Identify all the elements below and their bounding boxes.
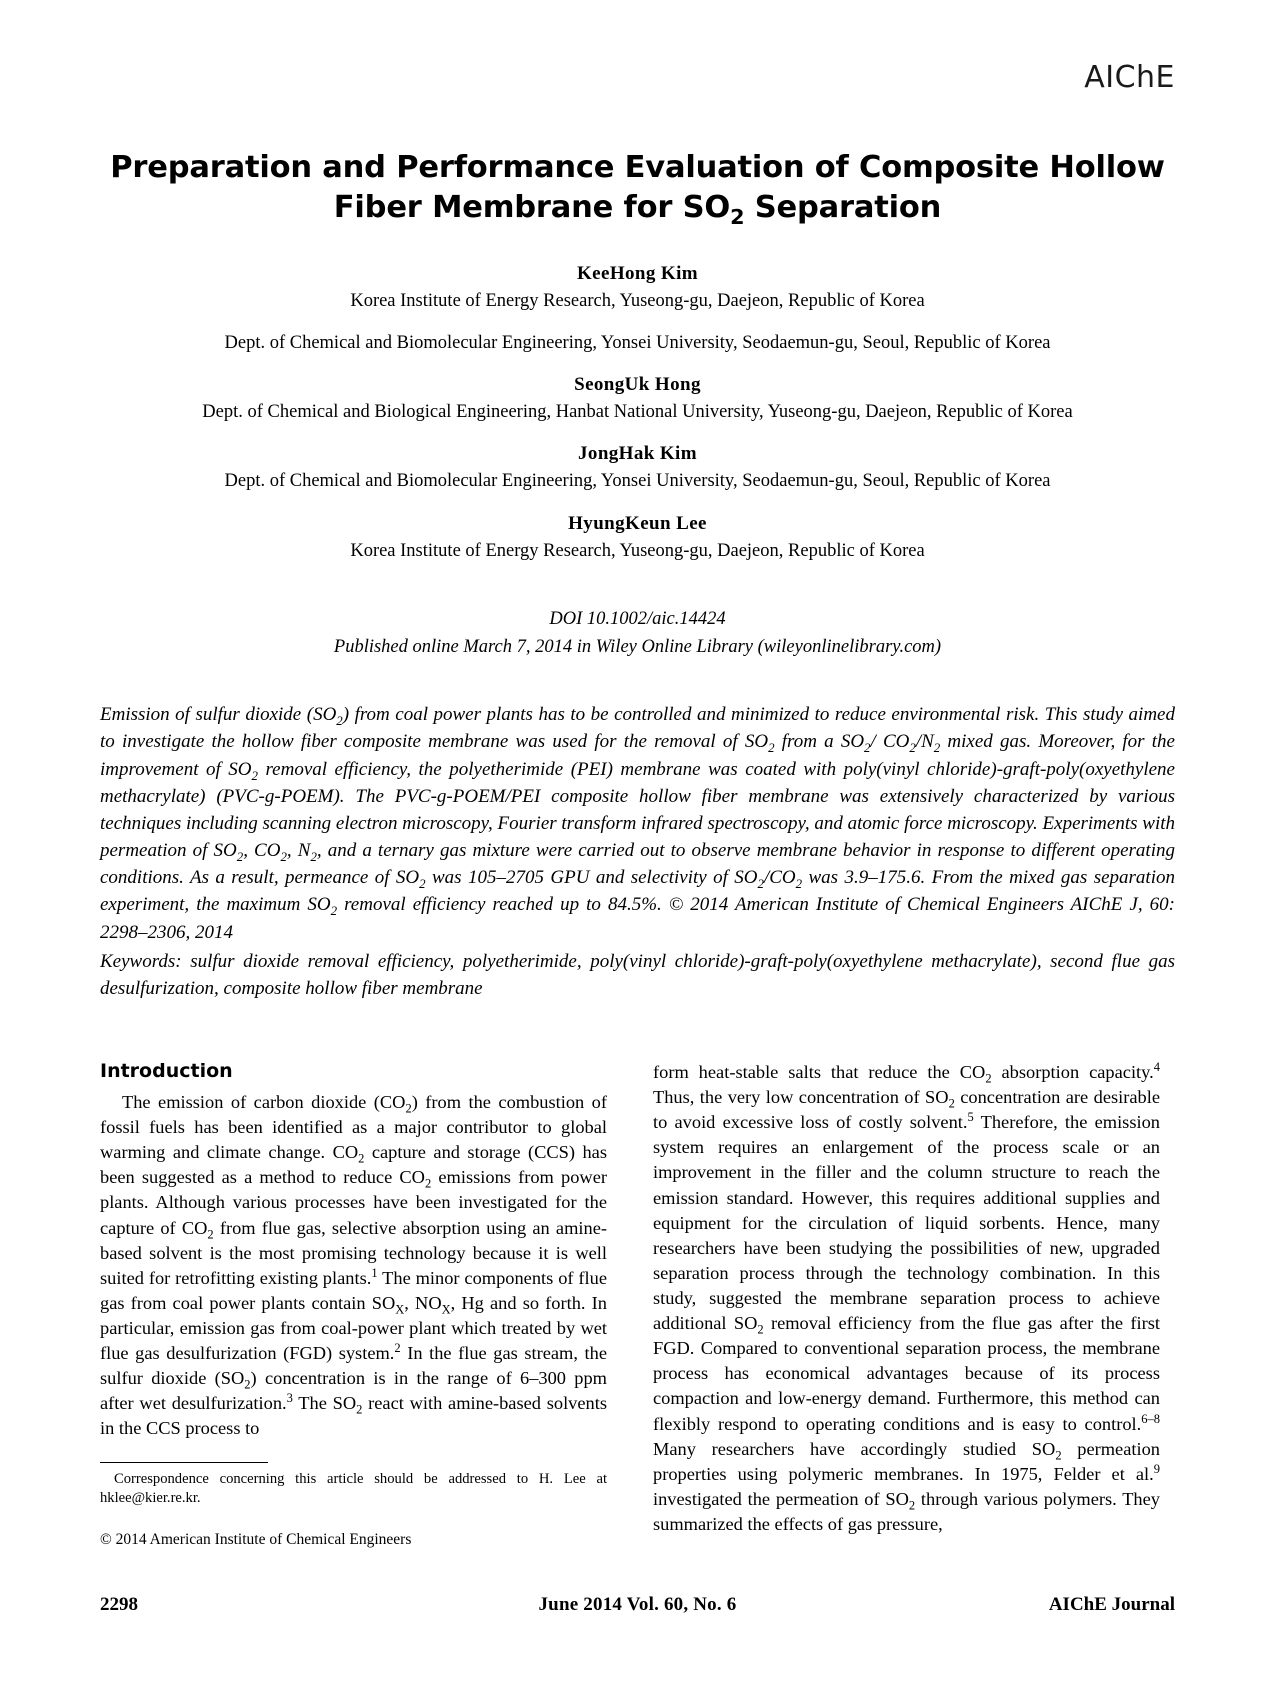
footer-journal-name: AIChE Journal — [1048, 1594, 1175, 1615]
right-column-paragraph: form heat-stable salts that reduce the $CO_2$ absorption capacity.$^4$ Thus, the very low concentration of $SO_2$ concentration are desirable to avoid excessive loss of costly solvent.$^5$ Therefore, the emission system requires an enlargement of the process scale or an improvement in the filler and the column structure to reach the emission standard. However, this requires additional supplies and equipment for the circulation of liquid sorbents. Hence, many researchers have been studying the possibilities of new, upgraded separation process through the technology combination. In this study, suggested the membrane separation process to achieve additional $SO_2$ removal efficiency from the flue gas after the first FGD. Compared to conventional separation process, the membrane process has economical advantages because of its process compaction and low-energy demand. Furthermore, this method can flexibly respond to operating conditions and is easy to control.$^{6-8}$ Many researchers have accordingly studied $SO_2$ permeation properties using polymeric membranes. In 1975, Felder et al.$^9$ investigated the permeation of $SO_2$ through various polymers. They summarized the effects of gas pressure, — [653, 1059, 1161, 1535]
abstract — [100, 701, 1175, 945]
published-online-text: Published online March 7, 2014 in Wiley Online Library (wileyonlinelibrary.com) — [333, 636, 942, 657]
section-heading-introduction: Introduction — [100, 1060, 233, 1083]
title-subscript: 2 — [730, 205, 745, 230]
author-affiliation: Korea Institute of Energy Research, Yuseong-gu, Daejeon, Republic of Korea — [350, 540, 925, 561]
left-column — [100, 1060, 607, 1565]
keywords: Keywords: sulfur dioxide removal efficiency, polyetherimide, poly(vinyl chloride)-graft-poly(oxyethylene methacrylate), second flue gas desulfurization, composite hollow fiber membrane — [100, 950, 1175, 999]
intro-paragraph: The emission of carbon dioxide $(CO_2)$ from the combustion of fossil fuels has been identified as a major contributor to global warming and climate change. $CO_2$ capture and storage (CCS) has been suggested as a method to reduce $CO_2$ emissions from power plants. Although various processes have been investigated for the capture of $CO_2$ from flue gas, selective absorption using an amine-based solvent is the most promising technology because it is well suited for retrofitting existing plants.$^1$ The minor components of flue gas from coal power plants contain $SO_X$, $NO_X$, Hg and so forth. In particular, emission gas from coal-power plant which treated by wet flue gas desulfurization (FGD) system.$^2$ In the flue gas stream, the sulfur dioxide $(SO_2)$ concentration is in the range of 6–300 ppm after wet desulfurization.$^3$ The $SO_2$ react with amine-based solvents in the CCS process to — [100, 1092, 608, 1439]
abstract-paragraph: Emission of sulfur dioxide $(SO_2)$ from coal power plants has to be controlled and minimized to reduce environmental risk. This study aimed to investigate the hollow fiber composite membrane was used for the removal of $SO_2$ from a $SO_2/$ $CO_2/N_2$ mixed gas. Moreover, for the improvement of $SO_2$ removal efficiency, the polyetherimide (PEI) membrane was coated with poly(vinyl chloride)-graft-poly(oxyethylene methacrylate) (PVC-g-POEM). The PVC-g-POEM/PEI composite hollow fiber membrane was extensively characterized by various techniques including scanning electron microscopy, Fourier transform infrared spectroscopy, and atomic force microscopy. Experiments with permeation of $SO_2$, $CO_2$, $N_2$, and a ternary gas mixture were carried out to observe membrane behavior in response to different operating conditions. As a result, permeance of $SO_2$ was 105–2705 GPU and selectivity of $SO_2/CO_2$ was 3.9–175.6. From the mixed gas separation experiment, the maximum $SO_2$ removal efficiency reached up to 84.5%. © 2014 American Institute of Chemical Engineers AIChE J, 60: 2298–2306, 2014 — [100, 704, 1175, 943]
title-line-2-pre: Fiber Membrane for SO — [333, 190, 731, 226]
right-column — [653, 1060, 1160, 1565]
page-footer — [100, 1594, 1175, 1616]
title-line-2-post: Separation — [744, 190, 942, 226]
footnote-correspondence — [100, 1470, 607, 1510]
author-affiliation: Dept. of Chemical and Biological Engineering, Hanbat National University, Yuseong-gu, Daejeon, Republic of Korea — [202, 402, 1073, 423]
footer-issue: June 2014 Vol. 60, No. 6 — [538, 1594, 737, 1615]
author-name: HyungKeun Lee — [568, 512, 707, 534]
author-name: JongHak Kim — [578, 443, 697, 465]
footnote-divider — [100, 1462, 268, 1463]
author-name: SeongUk Hong — [574, 374, 701, 396]
footer-page-number: 2298 — [100, 1594, 138, 1615]
title-line-1: Preparation and Performance Evaluation of Composite Hollow — [110, 150, 1165, 185]
author-affiliation: Dept. of Chemical and Biomolecular Engineering, Yonsei University, Seodaemun-gu, Seoul, Republic of Korea — [224, 332, 1051, 353]
journal-logo: AIChE — [1084, 60, 1175, 95]
author-affiliation: Dept. of Chemical and Biomolecular Engineering, Yonsei University, Seodaemun-gu, Seoul, Republic of Korea — [224, 471, 1051, 492]
authors-block — [100, 263, 1175, 564]
author-affiliation: Korea Institute of Energy Research, Yuseong-gu, Daejeon, Republic of Korea — [350, 290, 925, 311]
doi-block — [100, 606, 1175, 662]
footnote-correspondence-text: Correspondence concerning this article should be addressed to H. Lee at hklee@kier.re.kr. — [100, 1470, 607, 1507]
author-name: KeeHong Kim — [576, 262, 699, 284]
page-title — [100, 0, 1175, 229]
doi-text: DOI 10.1002/aic.14424 — [549, 608, 726, 629]
body-columns — [100, 1060, 1175, 1565]
footnote-copyright: © 2014 American Institute of Chemical Engineers — [100, 1531, 412, 1549]
